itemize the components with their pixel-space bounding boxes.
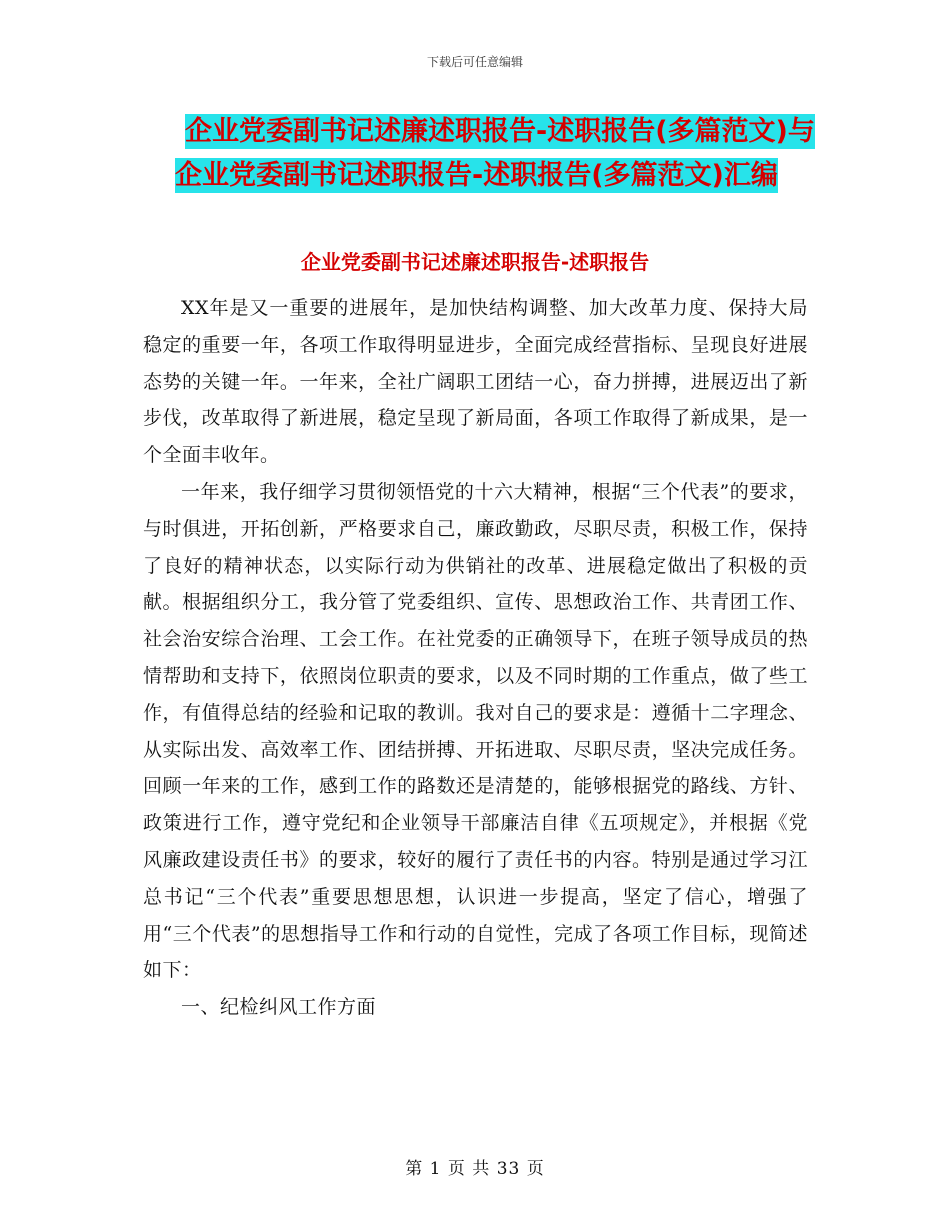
main-title-line-2-text: 企业党委副书记述职报告-述职报告(多篇范文)汇编 (175, 160, 778, 191)
body-paragraph-3: 一、纪检纠风工作方面 (181, 996, 377, 1019)
body-paragraph-1: XX年是又一重要的进展年，是加快结构调整、加大改革力度、保持大局稳定的重要一年，各项工作取得明显进步，全面完成经营指标、呈现良好进展态势的关键一年。一年来，全社广阔职工团结一心，奋力拼搏，进展迈出了新步伐，改革取得了新进展，稳定呈现了新局面，各项工作取得了新成果，是一个全面丰收年。 (143, 297, 808, 467)
main-title-line-1 (185, 108, 815, 155)
section-title: 企业党委副书记述廉述职报告-述职报告 (300, 250, 650, 274)
main-title-line-2 (175, 152, 778, 199)
main-title-line-1-text: 企业党委副书记述廉述职报告-述职报告(多篇范文)与 (185, 116, 815, 147)
document-body (143, 290, 808, 1026)
body-paragraph-2: 一年来，我仔细学习贯彻领悟党的十六大精神，根据“三个代表”的要求，与时俱进，开拓创新，严格要求自己，廉政勤政，尽职尽责，积极工作，保持了良好的精神状态，以实际行动为供销社的改革、进展稳定做出了积极的贡献。根据组织分工，我分管了党委组织、宣传、思想政治工作、共青团工作、社会治安综合治理、工会工作。在社党委的正确领导下，在班子领导成员的热情帮助和支持下，依照岗位职责的要求，以及不同时期的工作重点，做了些工作，有值得总结的经验和记取的教训。我对自己的要求是：遵循十二字理念、从实际出发、高效率工作、团结拼搏、开拓进取、尽职尽责，坚决完成任务。回顾一年来的工作，感到工作的路数还是清楚的，能够根据党的路线、方针、政策进行工作，遵守党纪和企业领导干部廉洁自律《五项规定》，并根据《党风廉政建设责任书》的要求，较好的履行了责任书的内容。特别是通过学习江总书记“三个代表”重要思想思想，认识进一步提高，坚定了信心，增强了用“三个代表”的思想指导工作和行动的自觉性，完成了各项工作目标，现简述如下： (143, 480, 808, 982)
page-number-footer: 第 1 页 共 33 页 (405, 1159, 545, 1179)
page-header-note: 下载后可任意编辑 (426, 55, 523, 69)
